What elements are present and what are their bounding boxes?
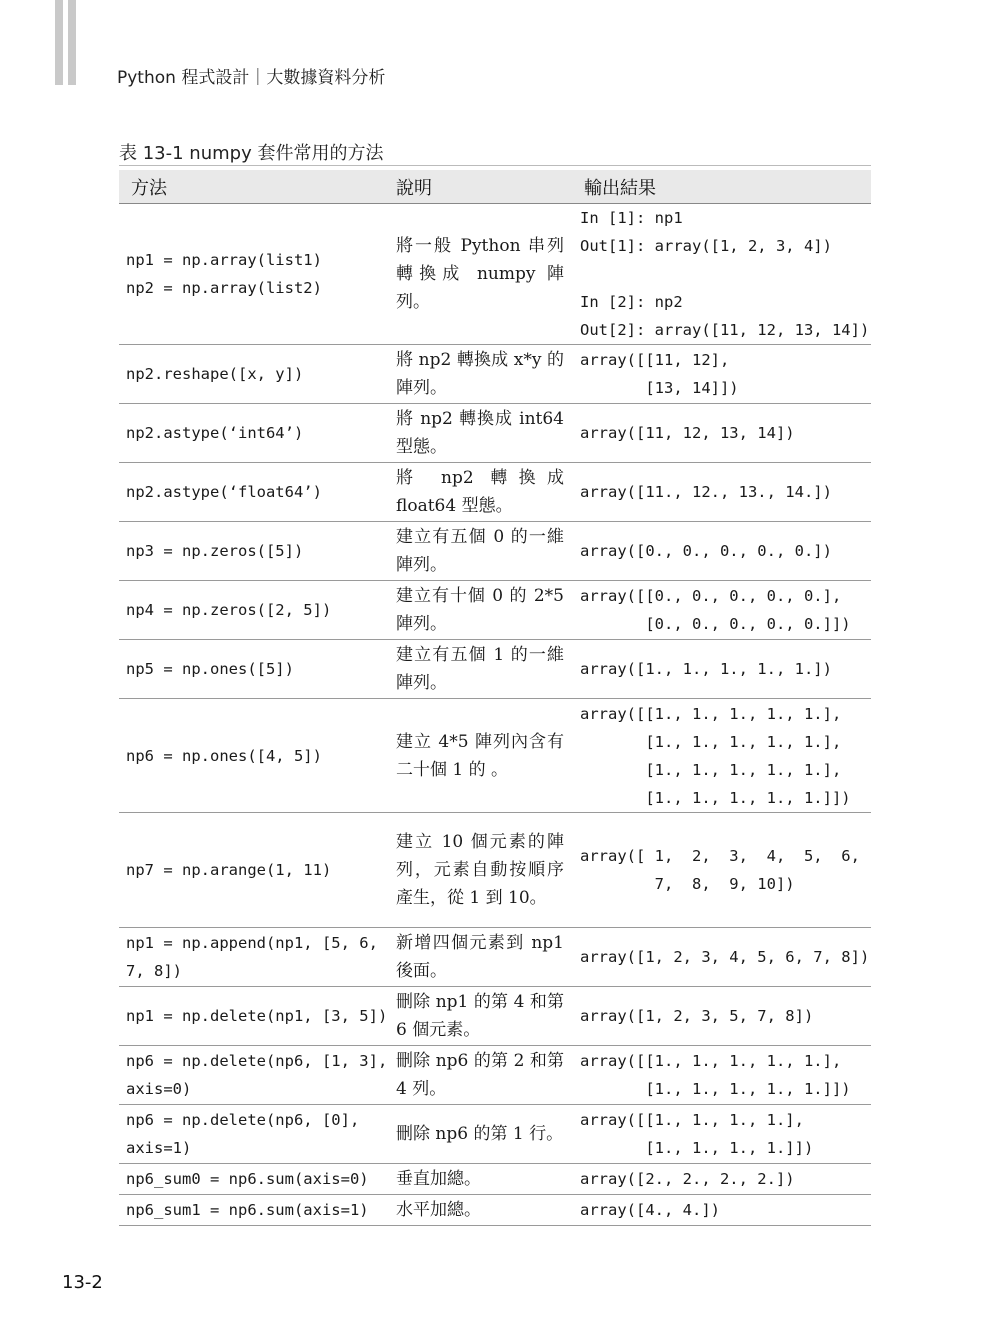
method-cell: np1 = np.append(np1, [5, 6, 7, 8])	[119, 928, 390, 987]
description-cell: 刪除 np6 的第 2 和第 4 列。	[390, 1046, 574, 1105]
margin-bar-inner	[68, 0, 76, 85]
description-cell: 新增四個元素到 np1 後面。	[390, 928, 574, 987]
method-cell: np6_sum1 = np6.sum(axis=1)	[119, 1195, 390, 1226]
table-row	[119, 404, 871, 463]
table-header-row	[119, 170, 871, 204]
description-cell: 刪除 np6 的第 1 行。	[390, 1105, 574, 1164]
table-row	[119, 581, 871, 640]
table-row	[119, 640, 871, 699]
description-cell: 將 np2 轉換成 x*y 的陣列。	[390, 345, 574, 404]
column-header-method: 方法	[119, 170, 390, 204]
description-cell: 建立有十個 0 的 2*5 陣列。	[390, 581, 574, 640]
table-row	[119, 1195, 871, 1226]
table-row	[119, 987, 871, 1046]
output-cell: array([[1., 1., 1., 1., 1.], [1., 1., 1., 1., 1.], [1., 1., 1., 1., 1.], [1., 1., 1., 1., 1.]])	[574, 699, 871, 813]
caption-rule	[119, 165, 871, 166]
column-header-output: 輸出結果	[574, 170, 871, 204]
method-cell: np1 = np.delete(np1, [3, 5])	[119, 987, 390, 1046]
output-cell: array([[0., 0., 0., 0., 0.], [0., 0., 0., 0., 0.]])	[574, 581, 871, 640]
page-number: 13-2	[62, 1272, 103, 1293]
output-cell: array([ 1, 2, 3, 4, 5, 6, 7, 8, 9, 10])	[574, 813, 871, 928]
method-cell: np1 = np.array(list1) np2 = np.array(list2)	[119, 204, 390, 345]
method-cell: np6 = np.ones([4, 5])	[119, 699, 390, 813]
output-cell: array([11., 12., 13., 14.])	[574, 463, 871, 522]
description-cell: 建立 10 個元素的陣列，元素自動按順序產生，從 1 到 10。	[390, 813, 574, 928]
method-cell: np4 = np.zeros([2, 5])	[119, 581, 390, 640]
description-cell: 刪除 np1 的第 4 和第 6 個元素。	[390, 987, 574, 1046]
table-row	[119, 204, 871, 345]
column-header-description: 說明	[390, 170, 574, 204]
description-cell: 垂直加總。	[390, 1164, 574, 1195]
description-cell: 建立 4*5 陣列內含有二十個 1 的 。	[390, 699, 574, 813]
table-row	[119, 699, 871, 813]
output-cell: array([0., 0., 0., 0., 0.])	[574, 522, 871, 581]
method-cell: np2.reshape([x, y])	[119, 345, 390, 404]
margin-bar-outer	[55, 0, 63, 85]
description-cell: 將一般 Python 串列轉換成 numpy 陣列。	[390, 204, 574, 345]
method-cell: np5 = np.ones([5])	[119, 640, 390, 699]
table-row	[119, 928, 871, 987]
output-cell: In [1]: np1 Out[1]: array([1, 2, 3, 4]) In [2]: np2 Out[2]: array([11, 12, 13, 14])	[574, 204, 871, 345]
table-caption: 表 13-1 numpy 套件常用的方法	[119, 143, 384, 164]
output-cell: array([1, 2, 3, 5, 7, 8])	[574, 987, 871, 1046]
output-cell: array([1., 1., 1., 1., 1.])	[574, 640, 871, 699]
method-cell: np3 = np.zeros([5])	[119, 522, 390, 581]
method-cell: np2.astype(‘float64’)	[119, 463, 390, 522]
table-row	[119, 1105, 871, 1164]
description-cell: 水平加總。	[390, 1195, 574, 1226]
output-cell: array([2., 2., 2., 2.])	[574, 1164, 871, 1195]
table-row	[119, 463, 871, 522]
table-row	[119, 1164, 871, 1195]
output-cell: array([11, 12, 13, 14])	[574, 404, 871, 463]
table-row	[119, 1046, 871, 1105]
table-row	[119, 813, 871, 928]
description-cell: 將 np2 轉換成 float64 型態。	[390, 463, 574, 522]
description-cell: 建立有五個 1 的一維陣列。	[390, 640, 574, 699]
output-cell: array([[11, 12], [13, 14]])	[574, 345, 871, 404]
method-cell: np7 = np.arange(1, 11)	[119, 813, 390, 928]
output-cell: array([1, 2, 3, 4, 5, 6, 7, 8])	[574, 928, 871, 987]
output-cell: array([4., 4.])	[574, 1195, 871, 1226]
method-cell: np2.astype(‘int64’)	[119, 404, 390, 463]
table-row	[119, 345, 871, 404]
method-cell: np6 = np.delete(np6, [0], axis=1)	[119, 1105, 390, 1164]
table-row	[119, 522, 871, 581]
method-cell: np6_sum0 = np6.sum(axis=0)	[119, 1164, 390, 1195]
description-cell: 建立有五個 0 的一維陣列。	[390, 522, 574, 581]
output-cell: array([[1., 1., 1., 1., 1.], [1., 1., 1., 1., 1.]])	[574, 1046, 871, 1105]
description-cell: 將 np2 轉換成 int64 型態。	[390, 404, 574, 463]
running-head: Python 程式設計｜大數據資料分析	[117, 68, 386, 88]
output-cell: array([[1., 1., 1., 1.], [1., 1., 1., 1.]])	[574, 1105, 871, 1164]
numpy-methods-table	[119, 170, 871, 1226]
method-cell: np6 = np.delete(np6, [1, 3], axis=0)	[119, 1046, 390, 1105]
